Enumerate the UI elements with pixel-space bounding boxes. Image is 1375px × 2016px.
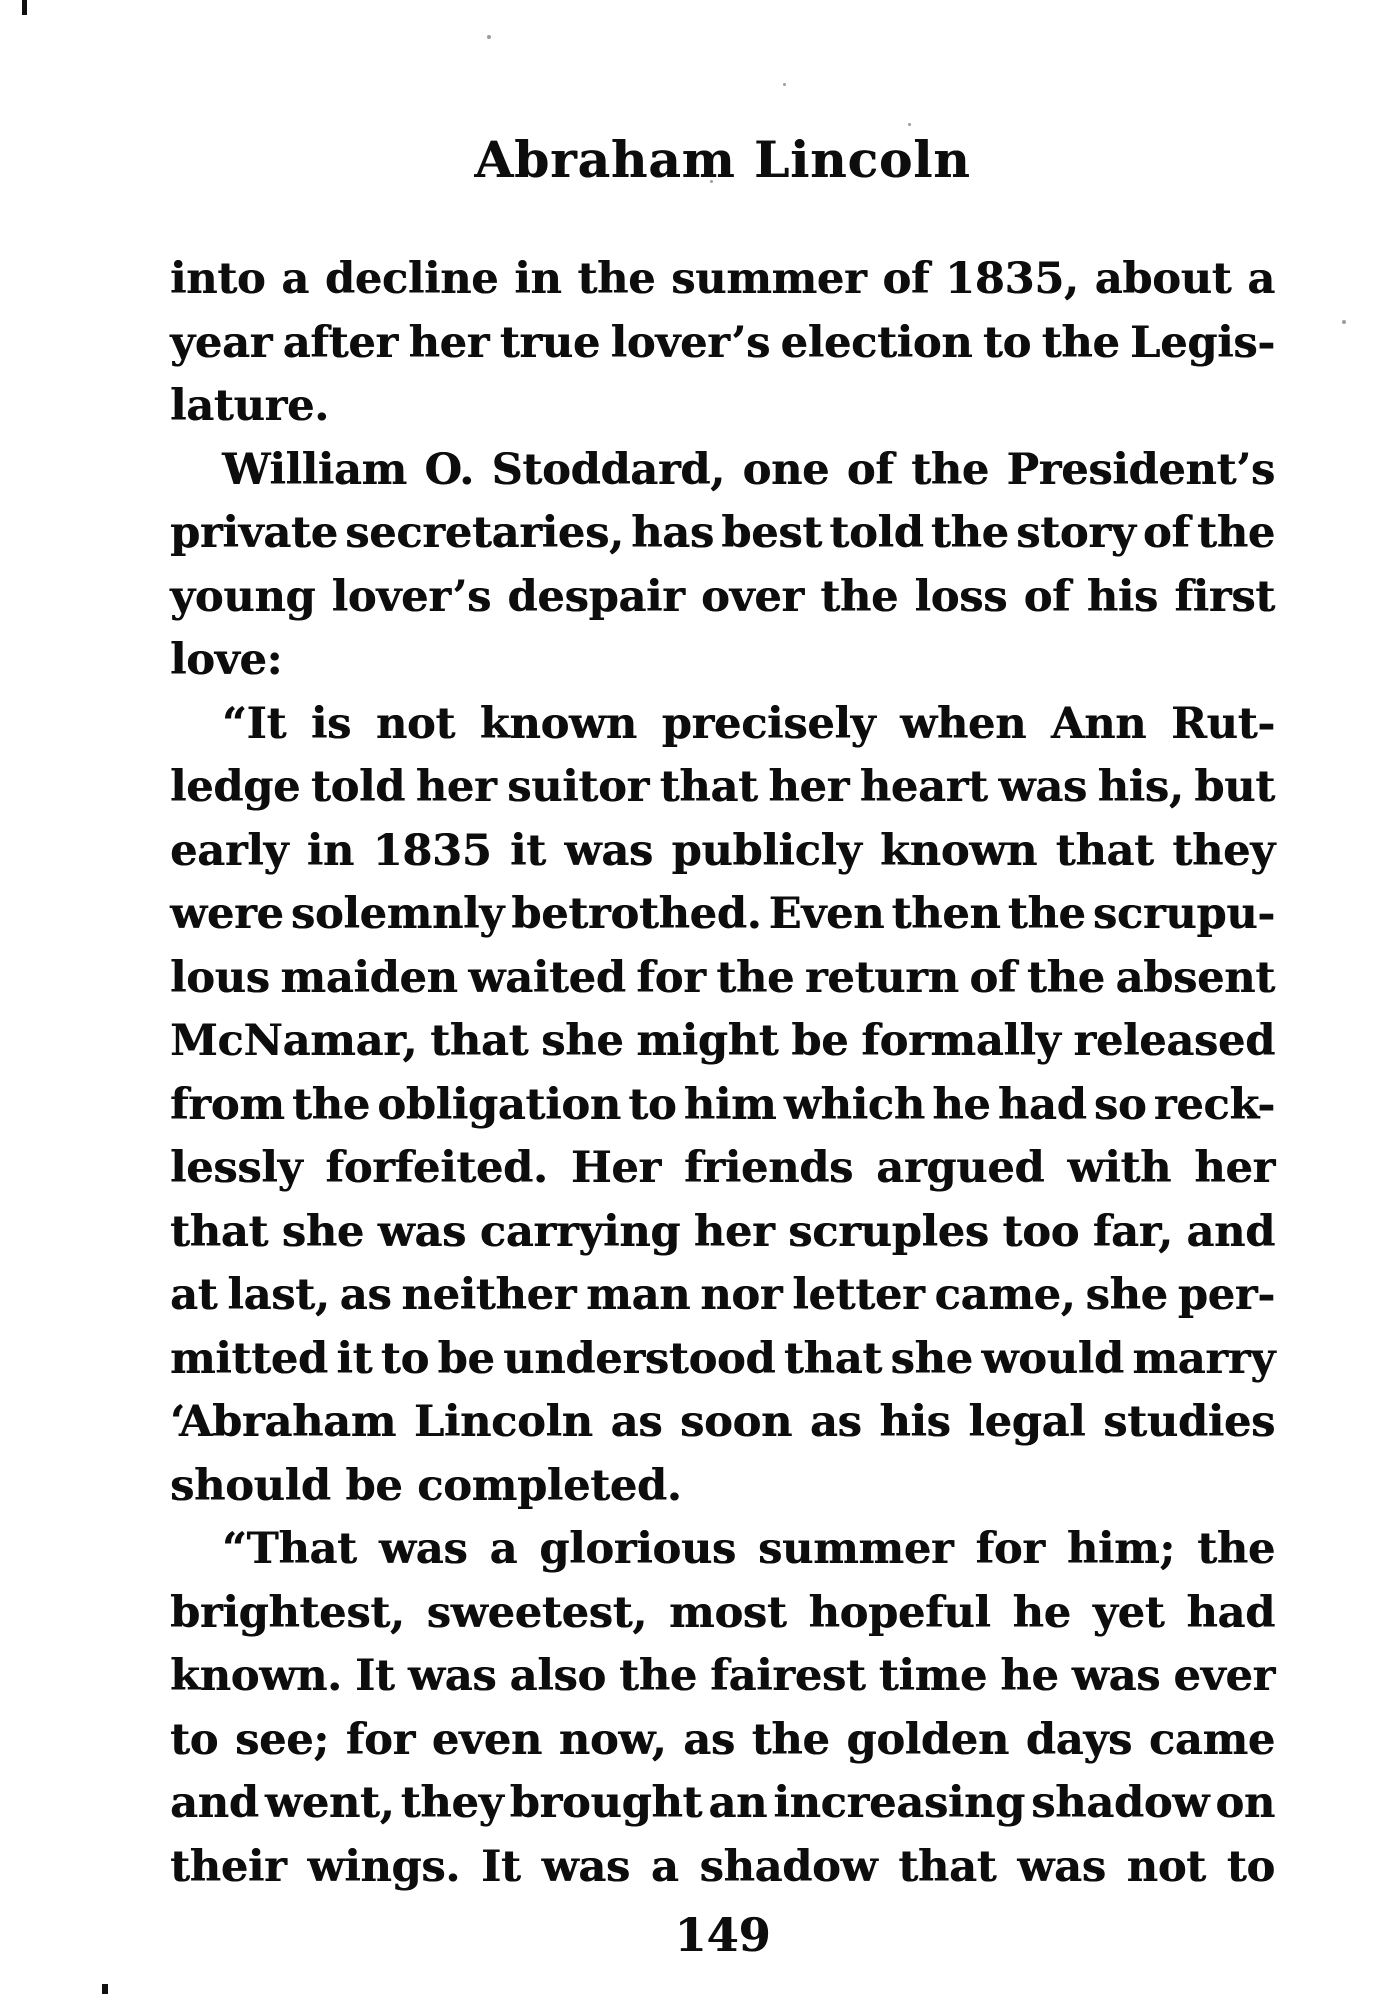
text-line: “It is not known precisely when Ann Rut-: [222, 698, 1275, 749]
text-line: brightest, sweetest, most hopeful he yet had: [170, 1587, 1275, 1638]
running-head-title: Abraham Lincoln: [474, 130, 971, 189]
text-line: should be completed.: [170, 1460, 682, 1511]
text-line: mitted it to be understood that she would marry: [170, 1333, 1275, 1384]
ink-speck: [783, 83, 786, 86]
body-text: [170, 248, 1275, 1899]
text-line: McNamar, that she might be formally released: [170, 1016, 1275, 1066]
text-line: known. It was also the fairest time he was ever: [170, 1651, 1275, 1701]
text-line: to see; for even now, as the golden days came: [170, 1714, 1275, 1765]
text-line: ‘Abraham Lincoln as soon as his legal studies: [170, 1397, 1275, 1447]
text-line: into a decline in the summer of 1835, about a: [170, 254, 1275, 304]
text-line: year after her true lover’s election to the Legis-: [170, 317, 1275, 368]
text-line: young lover’s despair over the loss of his first: [170, 571, 1275, 622]
text-line: ledge told her suitor that her heart was his, but: [170, 762, 1275, 812]
text-line: private secretaries, has best told the story of the: [170, 508, 1275, 558]
text-line: and went, they brought an increasing shadow on: [170, 1778, 1275, 1828]
scan-artifact-bottom-left: [102, 1984, 108, 1994]
text-line: lature.: [170, 381, 329, 431]
scan-artifact-top-left: [22, 0, 27, 15]
ink-speck: [908, 123, 911, 126]
ink-speck: [487, 35, 491, 39]
text-line: that she was carrying her scruples too far, and: [170, 1206, 1275, 1257]
text-line: lous maiden waited for the return of the absent: [170, 952, 1275, 1003]
text-line: “That was a glorious summer for him; the: [222, 1524, 1275, 1574]
text-line: from the obligation to him which he had so reck-: [170, 1079, 1275, 1130]
text-line: at last, as neither man nor letter came, she per-: [170, 1270, 1275, 1320]
text-line: lessly forfeited. Her friends argued with her: [170, 1143, 1275, 1193]
page-number: 149: [674, 1908, 771, 1962]
text-line: love:: [170, 635, 283, 685]
text-line: were solemnly betrothed. Even then the scrupu-: [170, 889, 1275, 939]
text-line: early in 1835 it was publicly known that they: [170, 825, 1275, 876]
text-line: William O. Stoddard, one of the President’s: [222, 444, 1275, 495]
ink-speck: [1342, 320, 1346, 324]
text-line: their wings. It was a shadow that was not to: [170, 1841, 1275, 1892]
